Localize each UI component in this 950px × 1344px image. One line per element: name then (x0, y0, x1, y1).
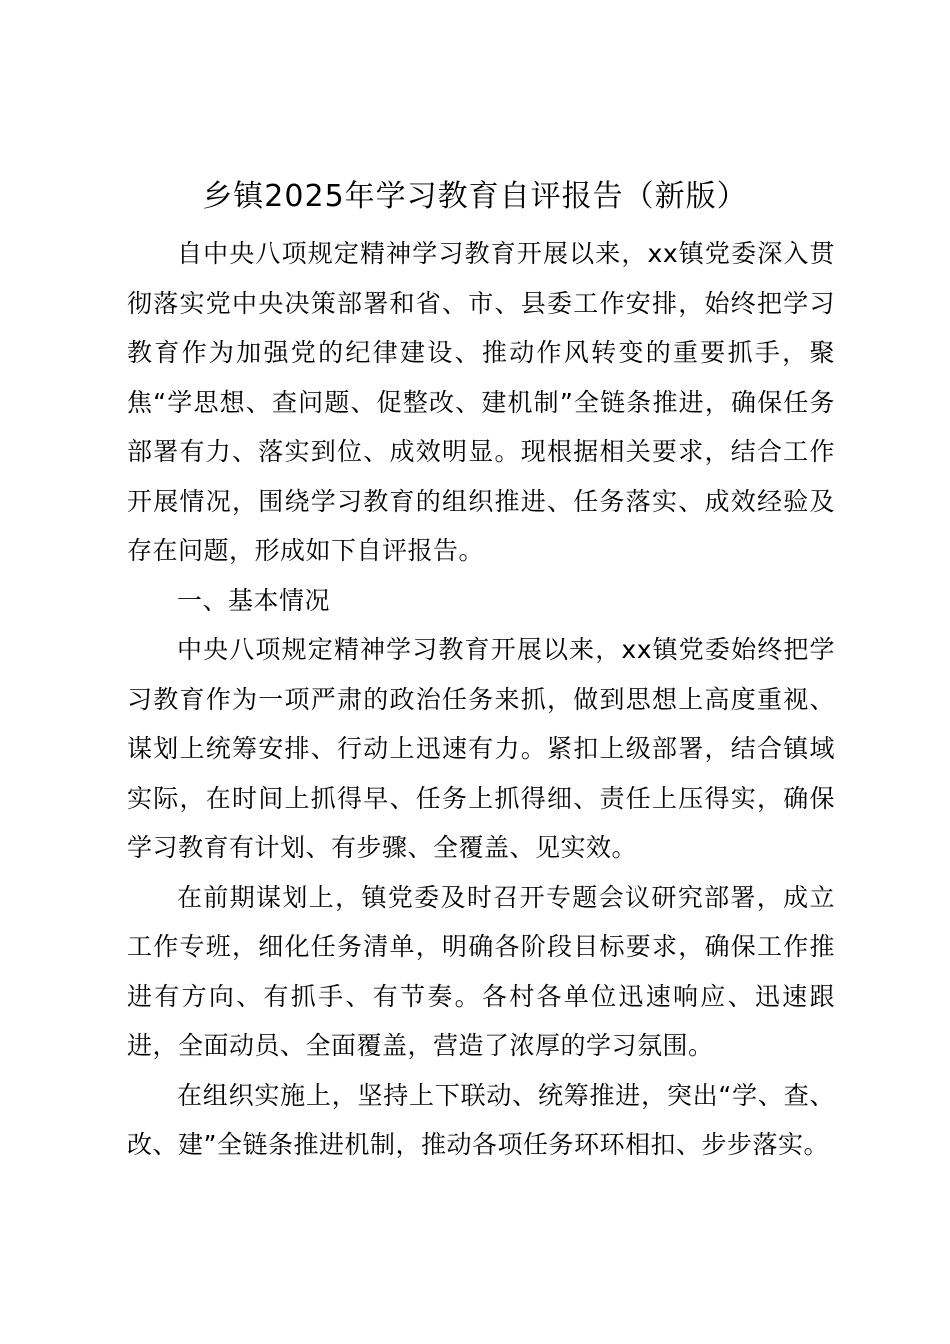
body-paragraph: 在组织实施上，坚持上下联动、统筹推进，突出“学、查、改、建”全链条推进机制，推动各项任务环环相扣、步步落实。 (127, 1080, 835, 1159)
intro-paragraph: 自中央八项规定精神学习教育开展以来，xx镇党委深入贯彻落实党中央决策部署和省、市、县委工作安排，始终把学习教育作为加强党的纪律建设、推动作风转变的重要抓手，聚焦“学思想、查问题、促整改、建机制”全链条推进，确保任务部署有力、落实到位、成效明显。现根据相关要求，结合工作开展情况，围绕学习教育的组织推进、任务落实、成效经验及存在问题，形成如下自评报告。 (127, 239, 835, 565)
body-paragraph: 中央八项规定精神学习教育开展以来，xx镇党委始终把学习教育作为一项严肃的政治任务来抓，做到思想上高度重视、谋划上统筹安排、行动上迅速有力。紧扣上级部署，结合镇域实际，在时间上抓得早、任务上抓得细、责任上压得实，确保学习教育有计划、有步骤、全覆盖、见实效。 (127, 635, 835, 862)
document-body (127, 229, 835, 1170)
document-title: 乡镇2025年学习教育自评报告（新版） (202, 179, 748, 215)
body-paragraph: 在前期谋划上，镇党委及时召开专题会议研究部署，成立工作专班，细化任务清单，明确各阶段目标要求，确保工作推进有方向、有抓手、有节奏。各村各单位迅速响应、迅速跟进，全面动员、全面覆盖，营造了浓厚的学习氛围。 (127, 882, 835, 1060)
section-heading-basic-situation: 一、基本情况 (177, 585, 331, 615)
